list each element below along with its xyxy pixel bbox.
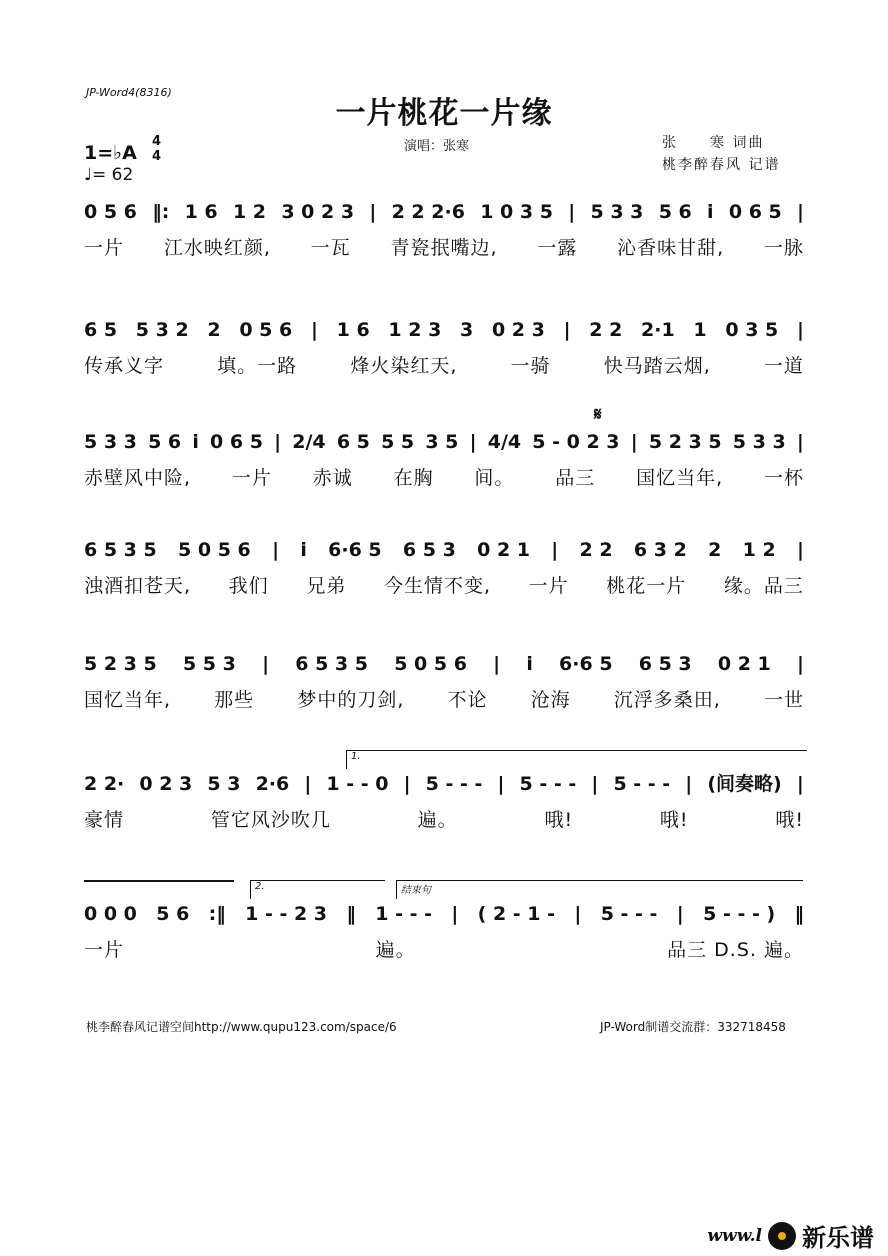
tempo-marking: ♩= 62 <box>84 165 134 185</box>
note-group: 1 - - 0 <box>326 773 389 795</box>
notation-line <box>84 538 804 562</box>
lyric-phrase: 烽火染红天, <box>350 355 458 377</box>
lyric-phrase: 沧海 <box>530 689 571 711</box>
note-group: 3 5 <box>425 431 459 453</box>
barline: | <box>796 653 804 675</box>
lyricist-composer: 张 寒 词曲 <box>662 135 765 151</box>
brand-logo <box>707 1218 874 1253</box>
barline: | <box>796 539 804 561</box>
note-group: 1 <box>693 319 707 341</box>
lyric-phrase: 品三 <box>555 467 596 489</box>
brand-url: www.l <box>707 1225 762 1246</box>
lyric-phrase: 国忆当年, <box>84 689 172 711</box>
note-group: 5 3 3 <box>590 201 644 223</box>
lyric-phrase: 一道 <box>763 355 804 377</box>
note-group: 1 - - 2 3 <box>245 903 328 925</box>
lyric-phrase: 一杯 <box>763 467 804 489</box>
note-group: 2 2 <box>579 539 613 561</box>
note-group: 5 - - - ) <box>703 903 776 925</box>
key-signature: 1=♭A <box>84 142 137 164</box>
note-group: 4/4 <box>487 431 522 453</box>
lyric-phrase: 豪情 <box>84 809 125 831</box>
note-group: 5 - - - <box>425 773 483 795</box>
notation-line <box>84 772 804 796</box>
note-group: i <box>192 431 199 453</box>
lyric-phrase: 兄弟 <box>306 575 347 597</box>
note-group: 2·6 <box>255 773 290 795</box>
note-group: 0 2 1 <box>477 539 530 561</box>
lyric-phrase: 不论 <box>447 689 488 711</box>
lyric-phrase: 沉浮多桑田, <box>613 689 721 711</box>
ending-phrase-bracket: 结束句 <box>396 880 803 899</box>
lyric-phrase: 赤诚 <box>312 467 353 489</box>
note-group: 6 5 3 <box>402 539 456 561</box>
note-group: 5 3 2 <box>135 319 189 341</box>
note-group: 3 0 2 3 <box>281 201 355 223</box>
staff-line <box>84 880 234 882</box>
lyric-phrase: 一片 <box>528 575 569 597</box>
footer-source: 桃李醉春风记谱空间http://www.qupu123.com/space/6 <box>86 1020 397 1034</box>
lyric-phrase: 一片 <box>84 939 125 961</box>
note-group: 5 - - - <box>613 773 671 795</box>
note-group: 5 6 <box>156 903 190 925</box>
note-group: 2 <box>708 539 722 561</box>
note-group: 6 5 <box>336 431 370 453</box>
barline: | <box>403 773 411 795</box>
note-group: 0 0 0 <box>84 903 137 925</box>
barline: | <box>574 903 582 925</box>
barline: | <box>796 319 804 341</box>
first-ending-bracket: 1. <box>346 750 807 769</box>
note-group: 5 5 3 <box>182 653 236 675</box>
lyrics-line <box>84 236 804 260</box>
score-system <box>84 318 804 378</box>
note-group: 0 2 1 <box>717 653 771 675</box>
barline: | <box>369 201 377 223</box>
barline: | <box>304 773 312 795</box>
lyric-phrase: 沁香味甘甜, <box>617 237 725 259</box>
barline: | <box>676 903 684 925</box>
note-group: 2 2 2·6 <box>391 201 465 223</box>
footer-group: JP-Word制谱交流群：332718458 <box>600 1020 786 1034</box>
lyrics-line <box>84 574 804 598</box>
lyric-phrase: 那些 <box>214 689 255 711</box>
barline: | <box>563 319 571 341</box>
note-group: 5 3 <box>207 773 241 795</box>
note-group: i <box>300 539 307 561</box>
lyric-phrase: 哦! <box>544 809 574 831</box>
note-group: 5 6 <box>148 431 182 453</box>
lyric-phrase: 一片 <box>84 237 125 259</box>
lyrics-line <box>84 808 804 832</box>
lyric-phrase: 青瓷抿嘴边, <box>390 237 498 259</box>
record-icon <box>768 1222 796 1250</box>
lyric-phrase: 一露 <box>537 237 578 259</box>
note-group: 2/4 <box>292 431 326 453</box>
lyric-phrase: 浊酒扣苍天, <box>84 575 192 597</box>
meter-bottom: 4 <box>152 149 162 164</box>
lyric-phrase: 遍。 <box>375 939 416 961</box>
barline: | <box>685 773 693 795</box>
note-group: i <box>707 201 714 223</box>
note-group: 5 - - - <box>600 903 658 925</box>
score-system <box>84 751 804 832</box>
score-system <box>84 881 804 962</box>
note-group: 6 5 <box>84 319 118 341</box>
note-group: 6 5 3 <box>638 653 692 675</box>
note-group: (间奏略) <box>707 773 782 795</box>
lyric-phrase: 遍。 <box>417 809 458 831</box>
lyrics-line <box>84 466 804 490</box>
note-group: 6 3 2 <box>633 539 687 561</box>
second-ending-bracket: 2. <box>250 880 385 899</box>
lyric-phrase: 哦! <box>659 809 689 831</box>
lyric-phrase: 间。 <box>474 467 515 489</box>
note-group: 5 2 3 5 <box>648 431 722 453</box>
barline: | <box>797 201 804 223</box>
note-group: 5 6 <box>658 201 692 223</box>
segno-icon: 𝄋 <box>594 404 602 425</box>
note-group: 5 - - - <box>519 773 577 795</box>
notation-line <box>84 430 804 454</box>
lyric-phrase: 我们 <box>228 575 269 597</box>
note-group: 6 5 3 5 <box>295 653 368 675</box>
time-signature <box>152 134 161 164</box>
barline: | <box>310 319 318 341</box>
barline: | <box>796 773 804 795</box>
lyric-phrase: 赤壁风中险, <box>84 467 192 489</box>
barline: ‖ <box>346 903 356 925</box>
note-group: 1 2 3 <box>388 319 442 341</box>
score-system <box>84 200 804 260</box>
note-group: 1 0 3 5 <box>480 201 553 223</box>
barline: ‖ <box>794 903 804 925</box>
note-group: 0 6 5 <box>210 431 263 453</box>
lyric-phrase: 品三 D.S. 遍。 <box>667 939 804 961</box>
lyrics-line <box>84 688 804 712</box>
note-group: 5 0 5 6 <box>394 653 467 675</box>
note-group: 0 3 5 <box>725 319 779 341</box>
note-group: 5 5 <box>381 431 415 453</box>
note-group: 0 5 6 <box>84 201 137 223</box>
transcriber: 桃李醉春风 记谱 <box>662 157 781 173</box>
lyrics-line <box>84 938 804 962</box>
lyric-phrase: 快马踏云烟, <box>603 355 711 377</box>
singer-credit: 演唱：张寒 <box>404 139 470 154</box>
note-group: 5 2 3 5 <box>84 653 157 675</box>
barline: | <box>262 653 270 675</box>
barline: | <box>497 773 505 795</box>
barline: | <box>568 201 576 223</box>
credits <box>662 132 780 176</box>
lyric-phrase: 一脉 <box>763 237 804 259</box>
lyric-phrase: 填。一路 <box>217 355 298 377</box>
note-group: 2 <box>207 319 221 341</box>
barline: :‖ <box>208 903 226 925</box>
lyric-phrase: 梦中的刀剑, <box>297 689 405 711</box>
note-group: 0 2 3 <box>139 773 193 795</box>
note-group: 5 0 5 6 <box>178 539 251 561</box>
barline: | <box>469 431 477 453</box>
notation-line <box>84 902 804 926</box>
lyric-phrase: 一瓦 <box>310 237 351 259</box>
score-system <box>84 430 804 490</box>
score-system <box>84 652 804 712</box>
lyric-phrase: 管它风沙吹几 <box>210 809 331 831</box>
notation-line <box>84 318 804 342</box>
note-group: 0 6 5 <box>728 201 782 223</box>
barline: | <box>591 773 599 795</box>
barline: | <box>272 539 280 561</box>
barline: ‖: <box>152 201 170 223</box>
lyric-phrase: 传承义字 <box>84 355 165 377</box>
barline: | <box>551 539 559 561</box>
lyric-phrase: 今生情不变, <box>383 575 491 597</box>
barline: | <box>274 431 282 453</box>
note-group: 3 <box>460 319 474 341</box>
note-group: 1 - - - <box>375 903 432 925</box>
lyric-phrase: 一骑 <box>510 355 551 377</box>
note-group: 1 6 <box>336 319 370 341</box>
note-group: 1 2 <box>232 201 267 223</box>
note-group: 6 5 3 5 <box>84 539 157 561</box>
note-group: 1 6 <box>184 201 218 223</box>
note-group: 2 2 <box>589 319 623 341</box>
note-group: 6·6 5 <box>328 539 382 561</box>
note-group: 1 2 <box>742 539 776 561</box>
score-system <box>84 538 804 598</box>
lyric-phrase: 国忆当年, <box>636 467 724 489</box>
brand-name: 新乐谱 <box>802 1224 874 1252</box>
note-group: i <box>526 653 533 675</box>
note-group: 2 2· <box>84 773 125 795</box>
song-title: 一片桃花一片缘 <box>335 96 553 131</box>
barline: | <box>796 431 804 453</box>
note-group: 6·6 5 <box>559 653 613 675</box>
barline: | <box>451 903 459 925</box>
barline: | <box>630 431 638 453</box>
note-group: 5 3 3 <box>84 431 137 453</box>
lyric-phrase: 一世 <box>763 689 804 711</box>
barline: | <box>493 653 501 675</box>
notation-line <box>84 200 804 224</box>
notation-line <box>84 652 804 676</box>
note-group: 5 3 3 <box>732 431 786 453</box>
lyric-phrase: 江水映红颜, <box>163 237 271 259</box>
lyric-phrase: 哦! <box>775 809 804 831</box>
meter-top: 4 <box>152 134 162 149</box>
note-group: 5 - 0 2 3 <box>532 431 620 453</box>
note-group: 0 5 6 <box>239 319 293 341</box>
note-group: 0 2 3 <box>491 319 545 341</box>
lyric-phrase: 一片 <box>231 467 272 489</box>
lyric-phrase: 桃花一片 <box>606 575 687 597</box>
note-group: 2·1 <box>641 319 675 341</box>
lyric-phrase: 缘。品三 <box>723 575 804 597</box>
note-group: ( 2 - 1 - <box>477 903 556 925</box>
software-label: JP-Word4(8316) <box>86 86 172 99</box>
lyrics-line <box>84 354 804 378</box>
lyric-phrase: 在胸 <box>393 467 434 489</box>
